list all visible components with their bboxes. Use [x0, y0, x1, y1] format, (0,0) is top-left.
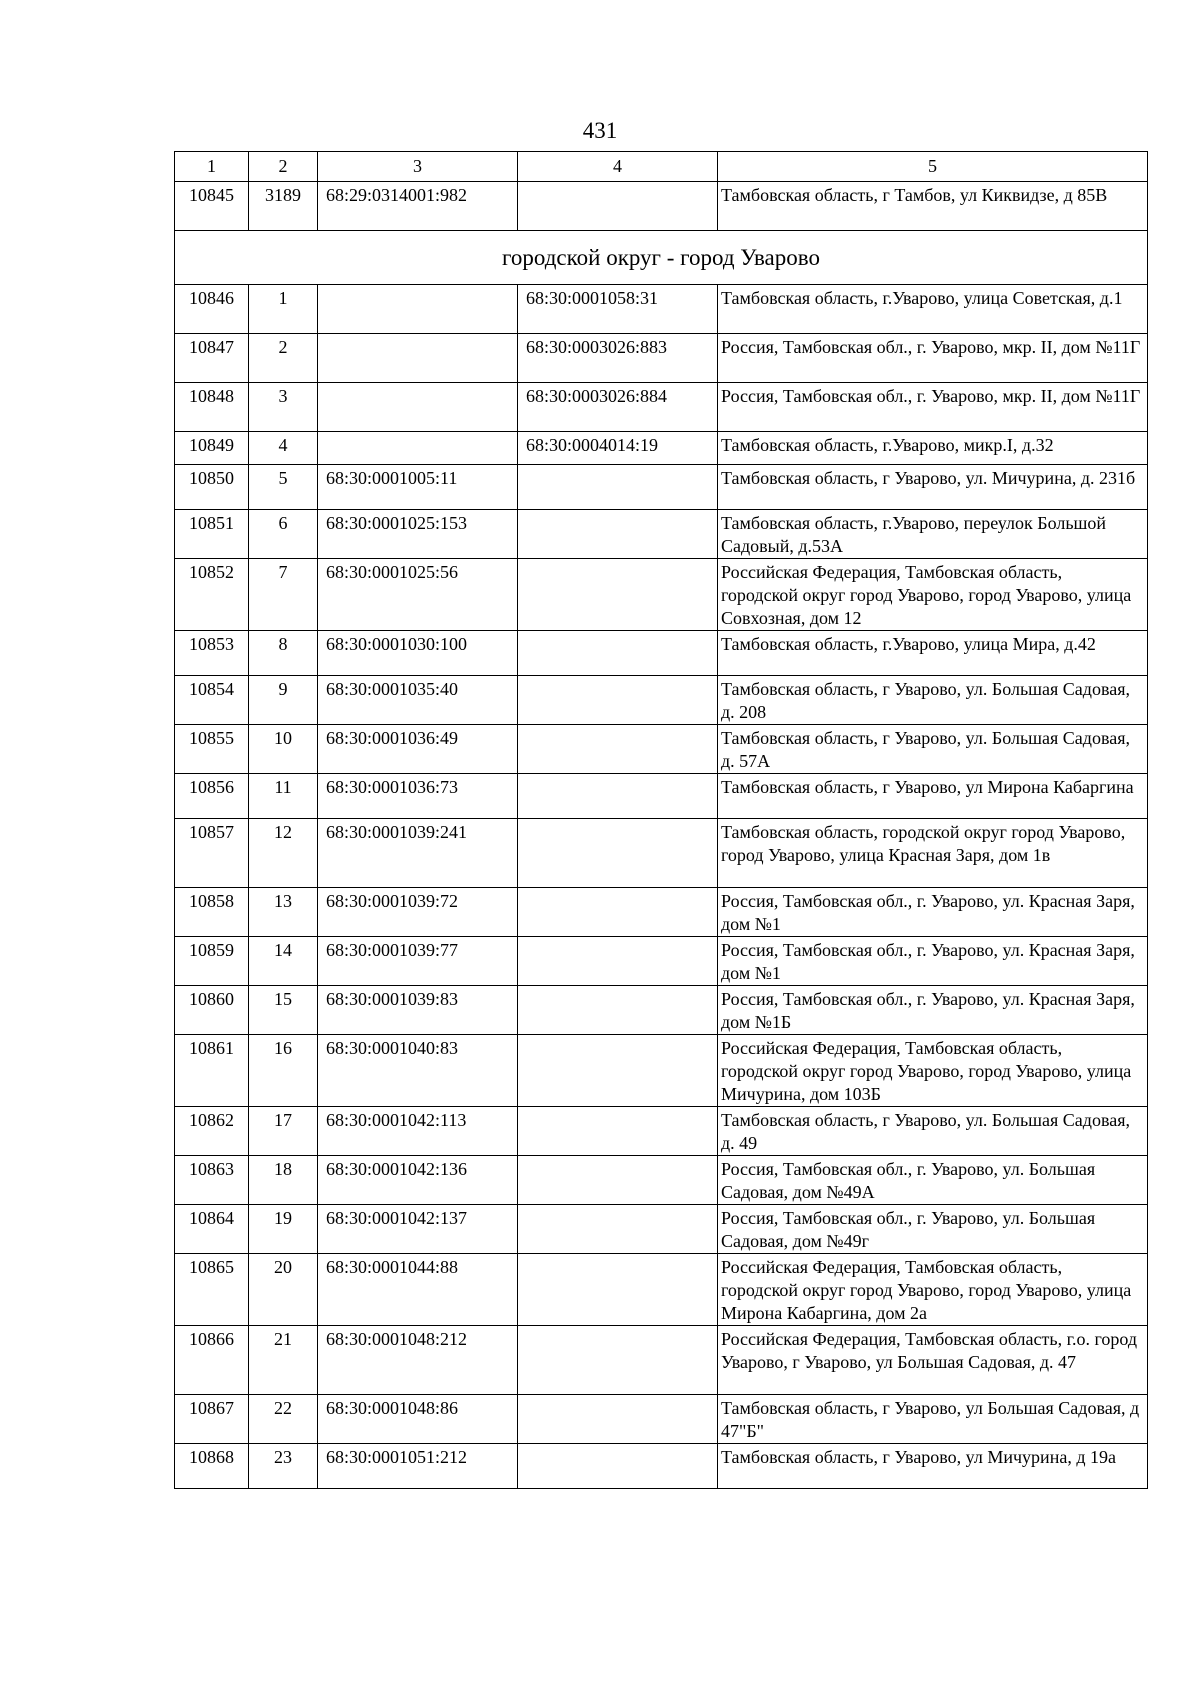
item-number-cell: 22: [249, 1395, 318, 1444]
table-row: [175, 383, 1148, 432]
table-row: [175, 1156, 1148, 1205]
page-number: 431: [582, 118, 618, 143]
cadastral-number-cell: 68:30:0001035:40: [318, 676, 518, 725]
cadastral-number-alt-cell: [518, 1326, 718, 1395]
row-number-cell: 10867: [175, 1395, 249, 1444]
cadastral-number-cell: 68:30:0001048:212: [318, 1326, 518, 1395]
item-number-cell: 9: [249, 676, 318, 725]
cadastral-number-alt-cell: [518, 819, 718, 888]
cadastral-number-cell: 68:30:0001042:113: [318, 1107, 518, 1156]
row-number-cell: 10851: [175, 510, 249, 559]
table-row: [175, 1254, 1148, 1326]
cadastral-number-alt-cell: 68:30:0003026:883: [518, 334, 718, 383]
row-number-cell: 10868: [175, 1444, 249, 1489]
address-cell: Тамбовская область, г Уварово, ул. Большая Садовая, д. 57А: [718, 725, 1148, 774]
cadastral-number-alt-cell: [518, 1156, 718, 1205]
row-number-cell: 10856: [175, 774, 249, 819]
table-row: [175, 285, 1148, 334]
row-number-cell: 10854: [175, 676, 249, 725]
item-number-cell: 13: [249, 888, 318, 937]
cadastral-number-cell: 68:30:0001025:153: [318, 510, 518, 559]
address-cell: Тамбовская область, г Уварово, ул Мичурина, д 19а: [718, 1444, 1148, 1489]
table-row: [175, 432, 1148, 465]
row-number-cell: 10859: [175, 937, 249, 986]
item-number-cell: 21: [249, 1326, 318, 1395]
address-cell: Тамбовская область, г.Уварово, микр.I, д.32: [718, 432, 1148, 465]
address-cell: Российская Федерация, Тамбовская область, городской округ город Уварово, город Уварово, улица Мирона Кабаргина, дом 2а: [718, 1254, 1148, 1326]
cadastral-number-cell: 68:30:0001025:56: [318, 559, 518, 631]
item-number-cell: 2: [249, 334, 318, 383]
row-number-cell: 10863: [175, 1156, 249, 1205]
header-cell-5: 5: [718, 152, 1148, 182]
cadastral-number-cell: 68:29:0314001:982: [318, 182, 518, 231]
item-number-cell: 8: [249, 631, 318, 676]
cadastral-number-alt-cell: [518, 888, 718, 937]
address-cell: Тамбовская область, г Уварово, ул. Большая Садовая, д. 49: [718, 1107, 1148, 1156]
address-cell: Тамбовская область, городской округ город Уварово, город Уварово, улица Красная Заря, дом 1в: [718, 819, 1148, 888]
address-cell: Россия, Тамбовская обл., г. Уварово, ул. Красная Заря, дом №1Б: [718, 986, 1148, 1035]
item-number-cell: 19: [249, 1205, 318, 1254]
cadastral-number-cell: 68:30:0001042:137: [318, 1205, 518, 1254]
cadastral-number-cell: 68:30:0001039:241: [318, 819, 518, 888]
cadastral-number-alt-cell: [518, 1444, 718, 1489]
row-number-cell: 10865: [175, 1254, 249, 1326]
item-number-cell: 15: [249, 986, 318, 1035]
cadastral-number-alt-cell: [518, 937, 718, 986]
header-cell-3: 3: [318, 152, 518, 182]
item-number-cell: 11: [249, 774, 318, 819]
table-row: [175, 1395, 1148, 1444]
cadastral-number-alt-cell: [518, 1395, 718, 1444]
item-number-cell: 7: [249, 559, 318, 631]
cadastral-number-alt-cell: [518, 1205, 718, 1254]
address-cell: Россия, Тамбовская обл., г. Уварово, ул. Большая Садовая, дом №49А: [718, 1156, 1148, 1205]
address-cell: Россия, Тамбовская обл., г. Уварово, ул. Красная Заря, дом №1: [718, 937, 1148, 986]
row-number-cell: 10858: [175, 888, 249, 937]
table-row: [175, 725, 1148, 774]
address-cell: Тамбовская область, г Тамбов, ул Киквидзе, д 85В: [718, 182, 1148, 231]
cadastral-number-alt-cell: [518, 676, 718, 725]
cadastral-number-cell: 68:30:0001036:49: [318, 725, 518, 774]
item-number-cell: 18: [249, 1156, 318, 1205]
cadastral-number-alt-cell: 68:30:0004014:19: [518, 432, 718, 465]
item-number-cell: 12: [249, 819, 318, 888]
address-cell: Россия, Тамбовская обл., г. Уварово, мкр. II, дом №11Г: [718, 334, 1148, 383]
table-row: [175, 334, 1148, 383]
item-number-cell: 20: [249, 1254, 318, 1326]
cadastral-number-cell: 68:30:0001051:212: [318, 1444, 518, 1489]
table-row: [175, 510, 1148, 559]
cadastral-number-cell: 68:30:0001039:77: [318, 937, 518, 986]
cadastral-number-alt-cell: [518, 725, 718, 774]
cadastral-number-alt-cell: [518, 559, 718, 631]
row-number-cell: 10846: [175, 285, 249, 334]
row-number-cell: 10845: [175, 182, 249, 231]
cadastral-number-cell: 68:30:0001044:88: [318, 1254, 518, 1326]
table-row: [175, 465, 1148, 510]
cadastral-number-cell: 68:30:0001042:136: [318, 1156, 518, 1205]
item-number-cell: 14: [249, 937, 318, 986]
address-cell: Россия, Тамбовская обл., г. Уварово, ул. Красная Заря, дом №1: [718, 888, 1148, 937]
row-number-cell: 10864: [175, 1205, 249, 1254]
cadastral-number-alt-cell: [518, 986, 718, 1035]
table-row: [175, 559, 1148, 631]
row-number-cell: 10852: [175, 559, 249, 631]
table-row: [175, 1205, 1148, 1254]
row-number-cell: 10848: [175, 383, 249, 432]
table-row: [175, 182, 1148, 231]
cadastral-number-alt-cell: 68:30:0003026:884: [518, 383, 718, 432]
header-row: [175, 152, 1148, 182]
cadastral-number-cell: 68:30:0001040:83: [318, 1035, 518, 1107]
cadastral-number-cell: 68:30:0001048:86: [318, 1395, 518, 1444]
cadastral-number-alt-cell: [518, 774, 718, 819]
address-cell: Российская Федерация, Тамбовская область, городской округ город Уварово, город Уварово, улица Совхозная, дом 12: [718, 559, 1148, 631]
row-number-cell: 10849: [175, 432, 249, 465]
cadastral-number-alt-cell: [518, 465, 718, 510]
address-cell: Российская Федерация, Тамбовская область, городской округ город Уварово, город Уварово, улица Мичурина, дом 103Б: [718, 1035, 1148, 1107]
cadastral-number-cell: [318, 285, 518, 334]
cadastral-number-alt-cell: [518, 1035, 718, 1107]
row-number-cell: 10866: [175, 1326, 249, 1395]
row-number-cell: 10853: [175, 631, 249, 676]
cadastral-number-alt-cell: [518, 631, 718, 676]
address-cell: Российская Федерация, Тамбовская область, г.о. город Уварово, г Уварово, ул Большая Садовая, д. 47: [718, 1326, 1148, 1395]
cadastral-number-cell: [318, 334, 518, 383]
item-number-cell: 10: [249, 725, 318, 774]
address-cell: Тамбовская область, г Уварово, ул. Большая Садовая, д. 208: [718, 676, 1148, 725]
row-number-cell: 10855: [175, 725, 249, 774]
header-cell-1: 1: [175, 152, 249, 182]
cadastral-number-cell: 68:30:0001039:83: [318, 986, 518, 1035]
address-cell: Тамбовская область, г Уварово, ул Большая Садовая, д 47"Б": [718, 1395, 1148, 1444]
address-cell: Россия, Тамбовская обл., г. Уварово, ул. Большая Садовая, дом №49г: [718, 1205, 1148, 1254]
table-row: [175, 819, 1148, 888]
table-row: [175, 1107, 1148, 1156]
cadastral-number-alt-cell: [518, 1254, 718, 1326]
item-number-cell: 23: [249, 1444, 318, 1489]
table-row: [175, 1326, 1148, 1395]
item-number-cell: 17: [249, 1107, 318, 1156]
cadastral-number-cell: [318, 383, 518, 432]
row-number-cell: 10857: [175, 819, 249, 888]
item-number-cell: 16: [249, 1035, 318, 1107]
row-number-cell: 10861: [175, 1035, 249, 1107]
cadastral-number-alt-cell: [518, 182, 718, 231]
address-cell: Тамбовская область, г.Уварово, улица Советская, д.1: [718, 285, 1148, 334]
address-cell: Тамбовская область, г Уварово, ул. Мичурина, д. 231б: [718, 465, 1148, 510]
cadastral-number-alt-cell: [518, 1107, 718, 1156]
table-row: [175, 1035, 1148, 1107]
header-cell-4: 4: [518, 152, 718, 182]
table-row: [175, 937, 1148, 986]
cadastral-number-alt-cell: [518, 510, 718, 559]
table-row: [175, 631, 1148, 676]
address-cell: Тамбовская область, г.Уварово, улица Мира, д.42: [718, 631, 1148, 676]
cadastral-number-alt-cell: 68:30:0001058:31: [518, 285, 718, 334]
table-row: [175, 888, 1148, 937]
table-row: [175, 676, 1148, 725]
table-row: [175, 1444, 1148, 1489]
item-number-cell: 1: [249, 285, 318, 334]
registry-table: [174, 151, 1148, 1489]
row-number-cell: 10850: [175, 465, 249, 510]
item-number-cell: 5: [249, 465, 318, 510]
cadastral-number-cell: [318, 432, 518, 465]
table-row: [175, 774, 1148, 819]
section-row: [175, 231, 1148, 285]
cadastral-number-cell: 68:30:0001039:72: [318, 888, 518, 937]
header-cell-2: 2: [249, 152, 318, 182]
address-cell: Тамбовская область, г.Уварово, переулок Большой Садовый, д.53А: [718, 510, 1148, 559]
item-number-cell: 3: [249, 383, 318, 432]
item-number-cell: 4: [249, 432, 318, 465]
row-number-cell: 10847: [175, 334, 249, 383]
row-number-cell: 10862: [175, 1107, 249, 1156]
item-number-cell: 6: [249, 510, 318, 559]
cadastral-number-cell: 68:30:0001005:11: [318, 465, 518, 510]
item-number-cell: 3189: [249, 182, 318, 231]
address-cell: Тамбовская область, г Уварово, ул Мирона Кабаргина: [718, 774, 1148, 819]
table-row: [175, 986, 1148, 1035]
cadastral-number-cell: 68:30:0001036:73: [318, 774, 518, 819]
section-title: городской округ - город Уварово: [175, 231, 1148, 285]
cadastral-number-cell: 68:30:0001030:100: [318, 631, 518, 676]
address-cell: Россия, Тамбовская обл., г. Уварово, мкр. II, дом №11Г: [718, 383, 1148, 432]
row-number-cell: 10860: [175, 986, 249, 1035]
